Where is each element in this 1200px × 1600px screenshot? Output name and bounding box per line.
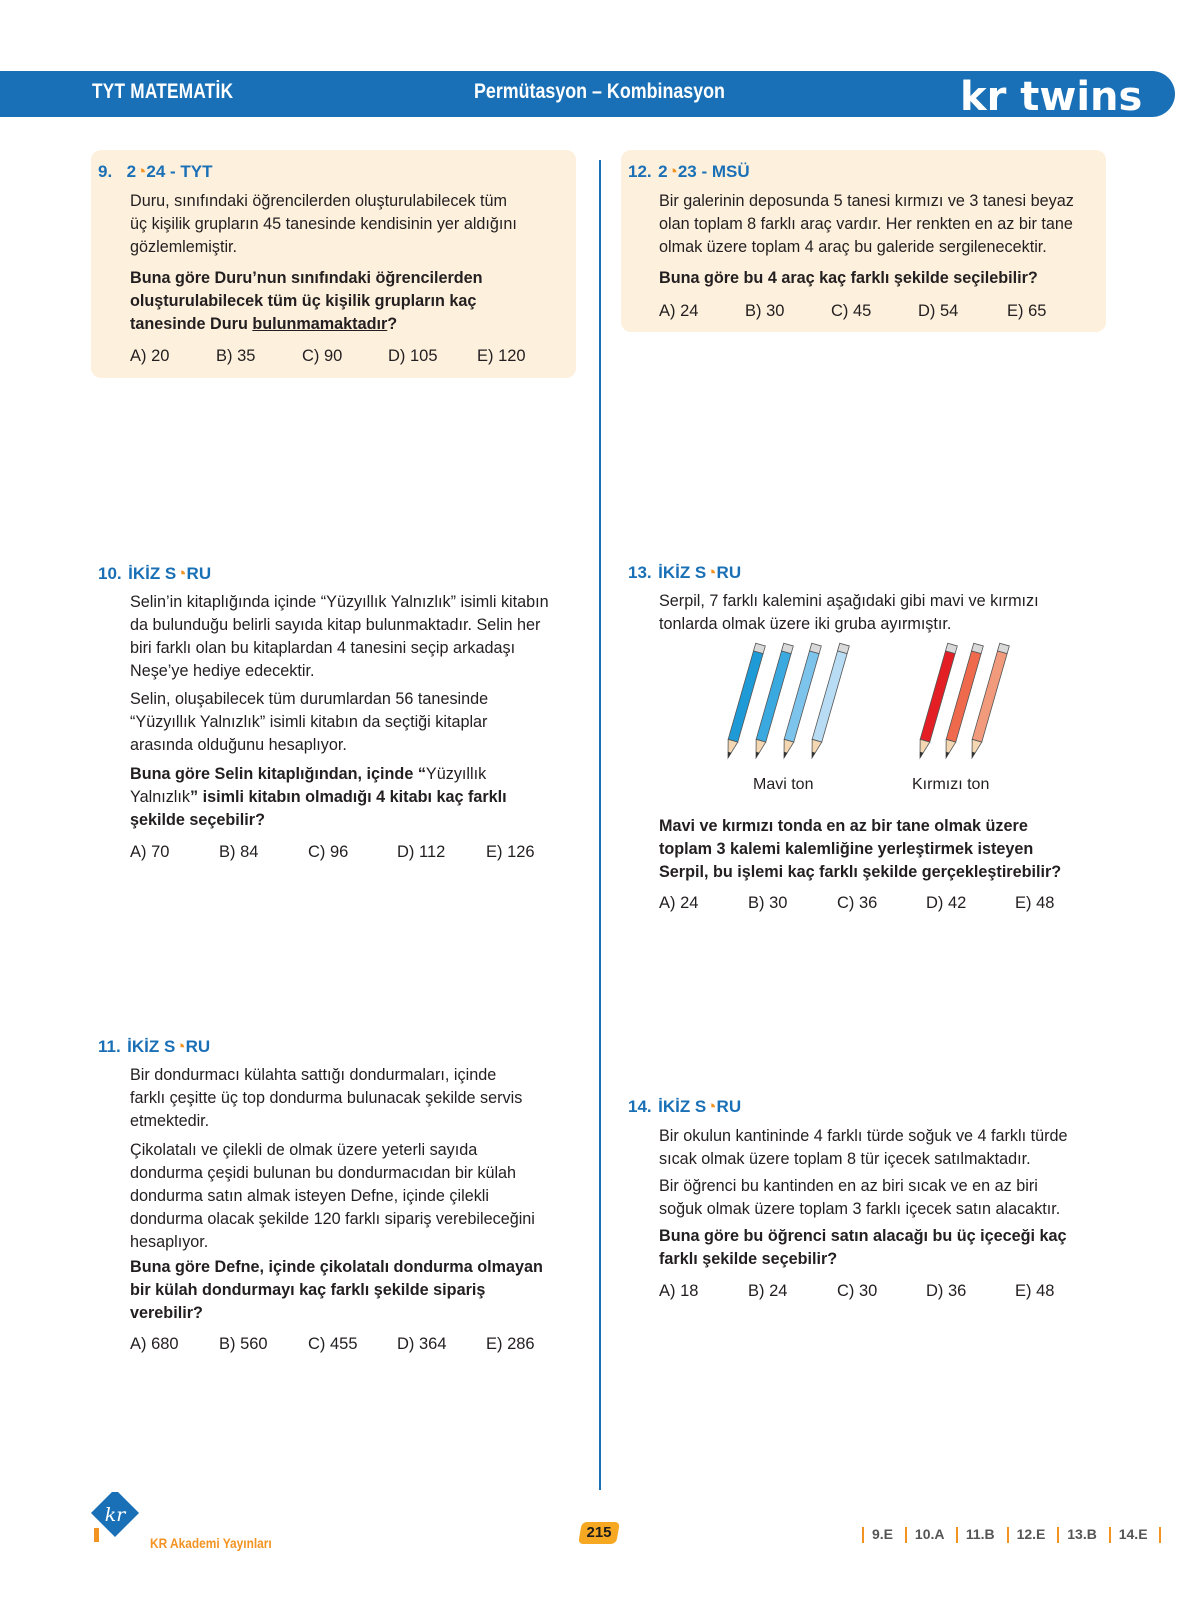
- option-b[interactable]: B) 560: [219, 1335, 268, 1353]
- question-13-text: Serpil, 7 farklı kalemini aşağıdaki gibi mavi ve kırmızı tonlarda olmak üzere iki gruba ayırmıştır.: [659, 592, 1039, 633]
- question-number: 10.: [98, 564, 122, 583]
- option-a[interactable]: A) 24: [659, 302, 699, 320]
- question-number: 13.: [628, 563, 652, 582]
- option-a[interactable]: A) 18: [659, 1282, 699, 1300]
- option-d[interactable]: D) 54: [918, 302, 959, 320]
- question-11-text-2: Çikolatalı ve çilekli de olmak üzere yeterli sayıda dondurma çeşidi bulunan bu dondurmacıdan bir külah dondurma satın almak isteyen Defne, içinde çilekli dondurma olacak şekilde 120 farklı sipariş verebileceğini hesaplıyor.: [130, 1141, 535, 1251]
- question-13: [628, 563, 741, 583]
- question-source-tag: 2◔24 - TYT: [126, 162, 213, 181]
- question-10: [98, 564, 211, 584]
- clock-icon: ◔: [706, 1097, 717, 1116]
- option-c[interactable]: C) 455: [308, 1335, 358, 1353]
- answer-11: 11.B: [965, 1526, 995, 1542]
- option-d[interactable]: D) 42: [926, 894, 967, 912]
- question-twin-tag: İKİZ S◔RU: [658, 563, 742, 582]
- clock-icon: ◔: [667, 162, 678, 181]
- question-9-prompt: Buna göre Duru’nun sınıfındaki öğrencilerden oluşturulabilecek tüm üç kişilik grupların kaç tanesinde Duru bulunmamaktadır?: [130, 269, 483, 333]
- pencils-illustration: [720, 640, 1060, 780]
- option-b[interactable]: B) 30: [748, 894, 788, 912]
- question-twin-tag: İKİZ S◔RU: [658, 1097, 742, 1116]
- option-c[interactable]: C) 30: [837, 1282, 878, 1300]
- question-14-prompt: Buna göre bu öğrenci satın alacağı bu üç içeceği kaç farklı şekilde seçebilir?: [659, 1227, 1067, 1268]
- question-13-options: [659, 894, 1104, 914]
- option-a[interactable]: A) 680: [130, 1335, 179, 1353]
- question-twin-tag: İKİZ S◔RU: [128, 564, 212, 583]
- option-e[interactable]: E) 48: [1015, 1282, 1055, 1300]
- answer-key: [862, 1526, 1169, 1543]
- blue-tone-label: Mavi ton: [753, 776, 814, 793]
- question-number: 9.: [98, 162, 113, 181]
- question-10-prompt: Buna göre Selin kitaplığından, içinde “Yüzyıllık Yalnızlık” isimli kitabın olmadığı 4 kitabı kaç farklı şekilde seçebilir?: [130, 765, 507, 829]
- publisher-logo-text: kr: [104, 1504, 126, 1526]
- question-number: 11.: [98, 1037, 121, 1056]
- question-9-options: [130, 347, 570, 367]
- question-9: [98, 162, 213, 182]
- question-9-text: Duru, sınıfındaki öğrencilerden oluşturulabilecek tüm üç kişilik grupların 45 tanesinde kendisinin yer aldığını gözlemlemiştir.: [130, 192, 517, 256]
- option-d[interactable]: D) 36: [926, 1282, 967, 1300]
- option-d[interactable]: D) 105: [388, 347, 438, 365]
- column-divider: [599, 160, 601, 1490]
- option-e[interactable]: E) 126: [486, 843, 535, 861]
- option-b[interactable]: B) 84: [219, 843, 259, 861]
- answer-12: 12.E: [1016, 1526, 1046, 1542]
- question-11-prompt: Buna göre Defne, içinde çikolatalı dondurma olmayan bir külah dondurmayı kaç farklı şekilde sipariş verebilir?: [130, 1258, 543, 1322]
- answer-9: 9.E: [872, 1526, 894, 1542]
- question-10-text-2: Selin, oluşabilecek tüm durumlardan 56 tanesinde “Yüzyıllık Yalnızlık” isimli kitabın da seçtiği kitaplar arasında olduğunu hesaplıyor.: [130, 690, 489, 754]
- option-c[interactable]: C) 36: [837, 894, 878, 912]
- option-c[interactable]: C) 96: [308, 843, 349, 861]
- question-source-tag: 2◔23 - MSÜ: [658, 162, 750, 181]
- question-10-options: [130, 843, 570, 863]
- question-9-box: [91, 150, 576, 378]
- question-11: [98, 1037, 210, 1057]
- question-14-text-2: Bir öğrenci bu kantinden en az biri sıcak ve en az biri soğuk olmak üzere toplam 3 farklı içecek satın alacaktır.: [659, 1177, 1061, 1218]
- question-14-text: Bir okulun kantininde 4 farklı türde soğuk ve 4 farklı türde sıcak olmak üzere toplam 8 tür içecek satılmaktadır.: [659, 1127, 1068, 1168]
- option-b[interactable]: B) 24: [748, 1282, 788, 1300]
- red-tone-label: Kırmızı ton: [912, 776, 990, 793]
- option-c[interactable]: C) 45: [831, 302, 872, 320]
- question-11-options: [130, 1335, 570, 1355]
- red-pencil-group: [915, 643, 1009, 759]
- option-c[interactable]: C) 90: [302, 347, 343, 365]
- question-14: [628, 1097, 741, 1117]
- option-a[interactable]: A) 70: [130, 843, 170, 861]
- question-12-options: [659, 302, 1104, 322]
- clock-icon: ◔: [175, 1037, 186, 1056]
- clock-icon: ◔: [176, 564, 187, 583]
- publisher-name: KR Akademi Yayınları: [150, 1535, 272, 1551]
- brand-logo-shape: [958, 68, 1172, 120]
- blue-pencil-group: [723, 643, 849, 759]
- header-topic: Permütasyon – Kombinasyon: [474, 80, 725, 103]
- question-number: 14.: [628, 1097, 652, 1116]
- brand-logo: [958, 68, 1172, 120]
- page-number: 215: [586, 1524, 612, 1541]
- option-a[interactable]: A) 20: [130, 347, 170, 365]
- clock-icon: ◔: [706, 563, 717, 582]
- option-e[interactable]: E) 286: [486, 1335, 535, 1353]
- option-b[interactable]: B) 30: [745, 302, 785, 320]
- question-number: 12.: [628, 162, 652, 181]
- brand-logo-text: kr twins: [960, 74, 1143, 120]
- option-b[interactable]: B) 35: [216, 347, 256, 365]
- answer-14: 14.E: [1118, 1526, 1148, 1542]
- answer-10: 10.A: [914, 1526, 944, 1542]
- question-10-text: Selin’in kitaplığında içinde “Yüzyıllık Yalnızlık” isimli kitabın da bulunduğu belirli sayıda kitap bulunmaktadır. Selin her biri farklı olan bu kitaplardan 4 tanesini seçip arkadaşı Neşe’ye hediye edecektir.: [130, 593, 549, 680]
- clock-icon: ◔: [136, 162, 147, 181]
- answer-13: 13.B: [1067, 1526, 1097, 1542]
- question-14-options: [659, 1282, 1104, 1302]
- option-d[interactable]: D) 112: [397, 843, 446, 861]
- question-12-text: Bir galerinin deposunda 5 tanesi kırmızı ve 3 tanesi beyaz olan toplam 8 farklı araç vardır. Her renkten en az bir tane olmak üzere toplam 4 araç bu galeride sergilenecektir.: [659, 192, 1074, 256]
- option-d[interactable]: D) 364: [397, 1335, 447, 1353]
- option-e[interactable]: E) 65: [1007, 302, 1047, 320]
- option-a[interactable]: A) 24: [659, 894, 699, 912]
- question-12: [628, 162, 750, 182]
- option-e[interactable]: E) 120: [477, 347, 526, 365]
- question-twin-tag: İKİZ S◔RU: [127, 1037, 211, 1056]
- question-11-text: Bir dondurmacı külahta sattığı dondurmaları, içinde farklı çeşitte üç top dondurma bulunacak şekilde servis etmektedir.: [130, 1066, 523, 1130]
- question-13-prompt: Mavi ve kırmızı tonda en az bir tane olmak üzere toplam 3 kalemi kalemliğine yerleştirmek isteyen Serpil, bu işlemi kaç farklı şekilde gerçekleştirebilir?: [659, 817, 1062, 881]
- option-e[interactable]: E) 48: [1015, 894, 1055, 912]
- publisher-logo-icon: [88, 1492, 144, 1546]
- question-12-prompt: Buna göre bu 4 araç kaç farklı şekilde seçilebilir?: [659, 269, 1038, 287]
- header-subject: TYT MATEMATİK: [92, 80, 234, 103]
